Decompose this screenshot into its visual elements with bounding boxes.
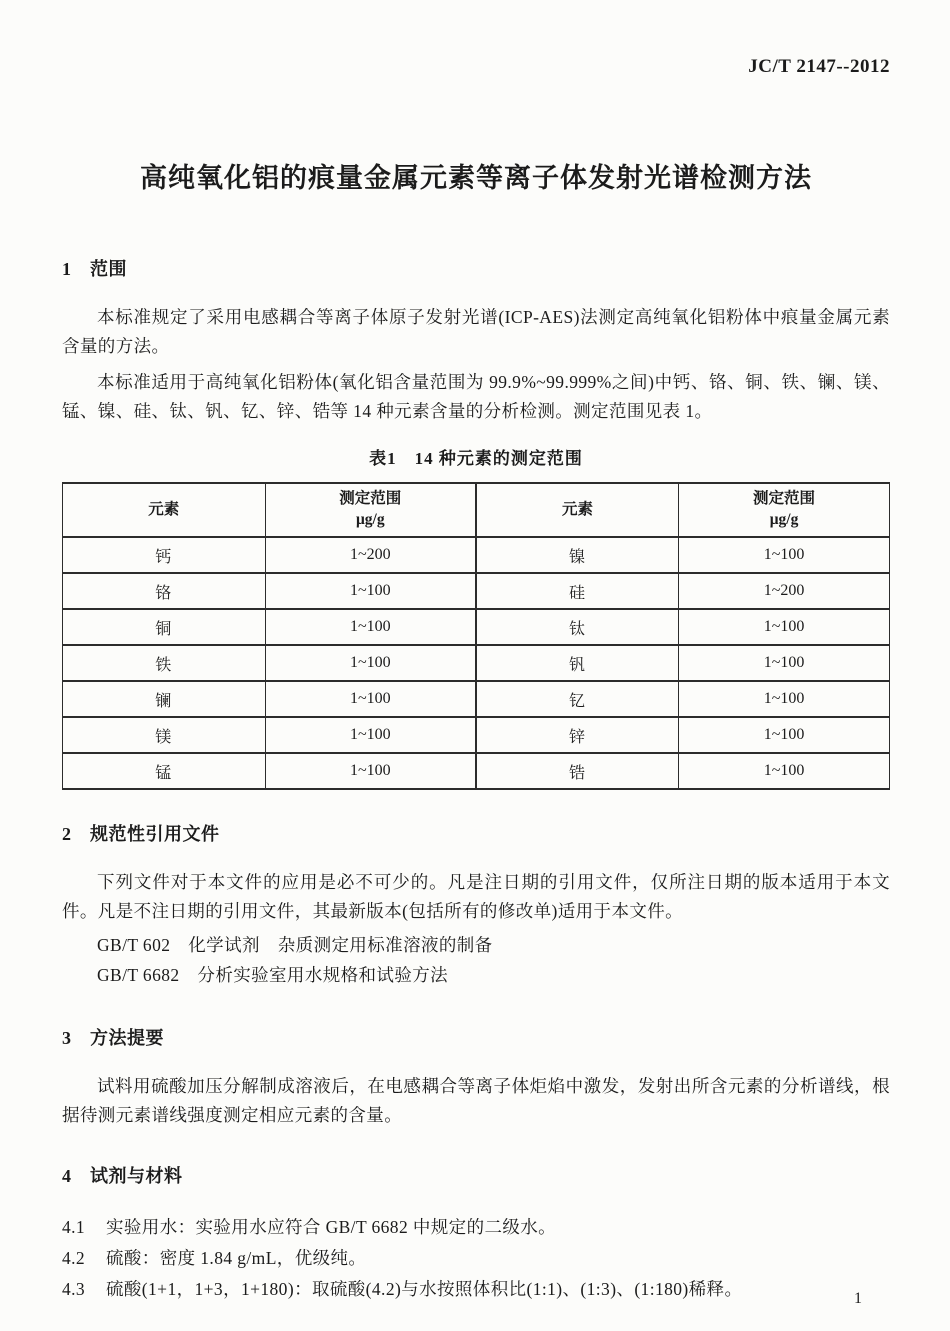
reference-gbt-6682: GB/T 6682 分析实验室用水规格和试验方法 <box>97 965 449 985</box>
range-cell: 1~100 <box>679 609 890 645</box>
measurement-range-table <box>62 482 890 790</box>
header-range-unit: μg/g <box>356 511 385 528</box>
clause-4-1 <box>62 1212 890 1243</box>
section-1-paragraph-2: 本标准适用于高纯氧化铝粉体(氧化铝含量范围为 99.9%~99.999%之间)中钙、铬、铜、铁、镧、镁、锰、镍、硅、钛、钒、钇、锌、锆等 14 种元素含量的分析检测。测定范围见表 1。 <box>62 372 890 421</box>
standard-number: JC/T 2147--2012 <box>748 56 890 77</box>
section-1-paragraph-1: 本标准规定了采用电感耦合等离子体原子发射光谱(ICP-AES)法测定高纯氧化铝粉体中痕量金属元素含量的方法。 <box>62 307 890 356</box>
range-cell: 1~100 <box>265 645 476 681</box>
table-row <box>63 573 890 609</box>
clause-number: 4.1 <box>62 1217 86 1237</box>
range-cell: 1~100 <box>679 645 890 681</box>
range-cell: 1~200 <box>679 573 890 609</box>
range-cell: 1~100 <box>265 681 476 717</box>
page-title: 高纯氧化铝的痕量金属元素等离子体发射光谱检测方法 <box>140 163 812 193</box>
table-1-caption: 表1 14 种元素的测定范围 <box>369 449 583 468</box>
element-cell: 钒 <box>476 645 679 681</box>
section-2-paragraph-1: 下列文件对于本文件的应用是必不可少的。凡是注日期的引用文件，仅所注日期的版本适用于本文件。凡是不注日期的引用文件，其最新版本(包括所有的修改单)适用于本文件。 <box>62 872 890 921</box>
header-range-left <box>265 483 476 537</box>
header-range-right <box>679 483 890 537</box>
table-row <box>63 609 890 645</box>
element-cell: 铁 <box>63 645 266 681</box>
normative-references <box>62 930 890 990</box>
reagent-items <box>62 1212 890 1305</box>
reference-gbt-602: GB/T 602 化学试剂 杂质测定用标准溶液的制备 <box>97 935 493 955</box>
clause-text: 实验用水：实验用水应符合 GB/T 6682 中规定的二级水。 <box>106 1217 557 1237</box>
element-cell: 镁 <box>63 717 266 753</box>
clause-number: 4.3 <box>62 1279 86 1299</box>
element-cell: 锌 <box>476 717 679 753</box>
header-range-label: 测定范围 <box>339 490 402 508</box>
header-element-right: 元素 <box>476 483 679 537</box>
section-2-heading: 2 规范性引用文件 <box>62 824 220 844</box>
page-number: 1 <box>854 1290 862 1307</box>
header-element-left: 元素 <box>63 483 266 537</box>
element-cell: 硅 <box>476 573 679 609</box>
element-cell: 镧 <box>63 681 266 717</box>
range-cell: 1~100 <box>265 753 476 789</box>
range-cell: 1~100 <box>679 717 890 753</box>
table-row <box>63 717 890 753</box>
range-cell: 1~100 <box>679 681 890 717</box>
table-row <box>63 645 890 681</box>
section-4-heading: 4 试剂与材料 <box>62 1166 183 1186</box>
section-3-heading: 3 方法提要 <box>62 1028 164 1048</box>
element-cell: 锰 <box>63 753 266 789</box>
element-cell: 钛 <box>476 609 679 645</box>
range-cell: 1~100 <box>679 537 890 573</box>
range-cell: 1~100 <box>265 573 476 609</box>
element-cell: 铬 <box>63 573 266 609</box>
clause-4-3 <box>62 1274 890 1305</box>
clause-4-2 <box>62 1243 890 1274</box>
element-cell: 镍 <box>476 537 679 573</box>
section-3-paragraph-1: 试料用硫酸加压分解制成溶液后，在电感耦合等离子体炬焰中激发，发射出所含元素的分析谱线，根据待测元素谱线强度测定相应元素的含量。 <box>62 1076 890 1125</box>
range-cell: 1~100 <box>265 609 476 645</box>
section-1-heading: 1 范围 <box>62 259 127 279</box>
range-cell: 1~200 <box>265 537 476 573</box>
element-cell: 锆 <box>476 753 679 789</box>
table-row <box>63 753 890 789</box>
table-row <box>63 681 890 717</box>
range-cell: 1~100 <box>265 717 476 753</box>
table-row <box>63 537 890 573</box>
element-cell: 铜 <box>63 609 266 645</box>
clause-text: 硫酸：密度 1.84 g/mL，优级纯。 <box>106 1248 367 1268</box>
clause-text: 硫酸(1+1，1+3，1+180)：取硫酸(4.2)与水按照体积比(1:1)、(1:3)、(1:180)稀释。 <box>106 1279 743 1299</box>
element-cell: 钙 <box>63 537 266 573</box>
header-range-label: 测定范围 <box>753 490 816 508</box>
element-cell: 钇 <box>476 681 679 717</box>
clause-number: 4.2 <box>62 1248 86 1268</box>
range-cell: 1~100 <box>679 753 890 789</box>
header-range-unit: μg/g <box>769 511 799 528</box>
table-header-row <box>63 483 890 537</box>
